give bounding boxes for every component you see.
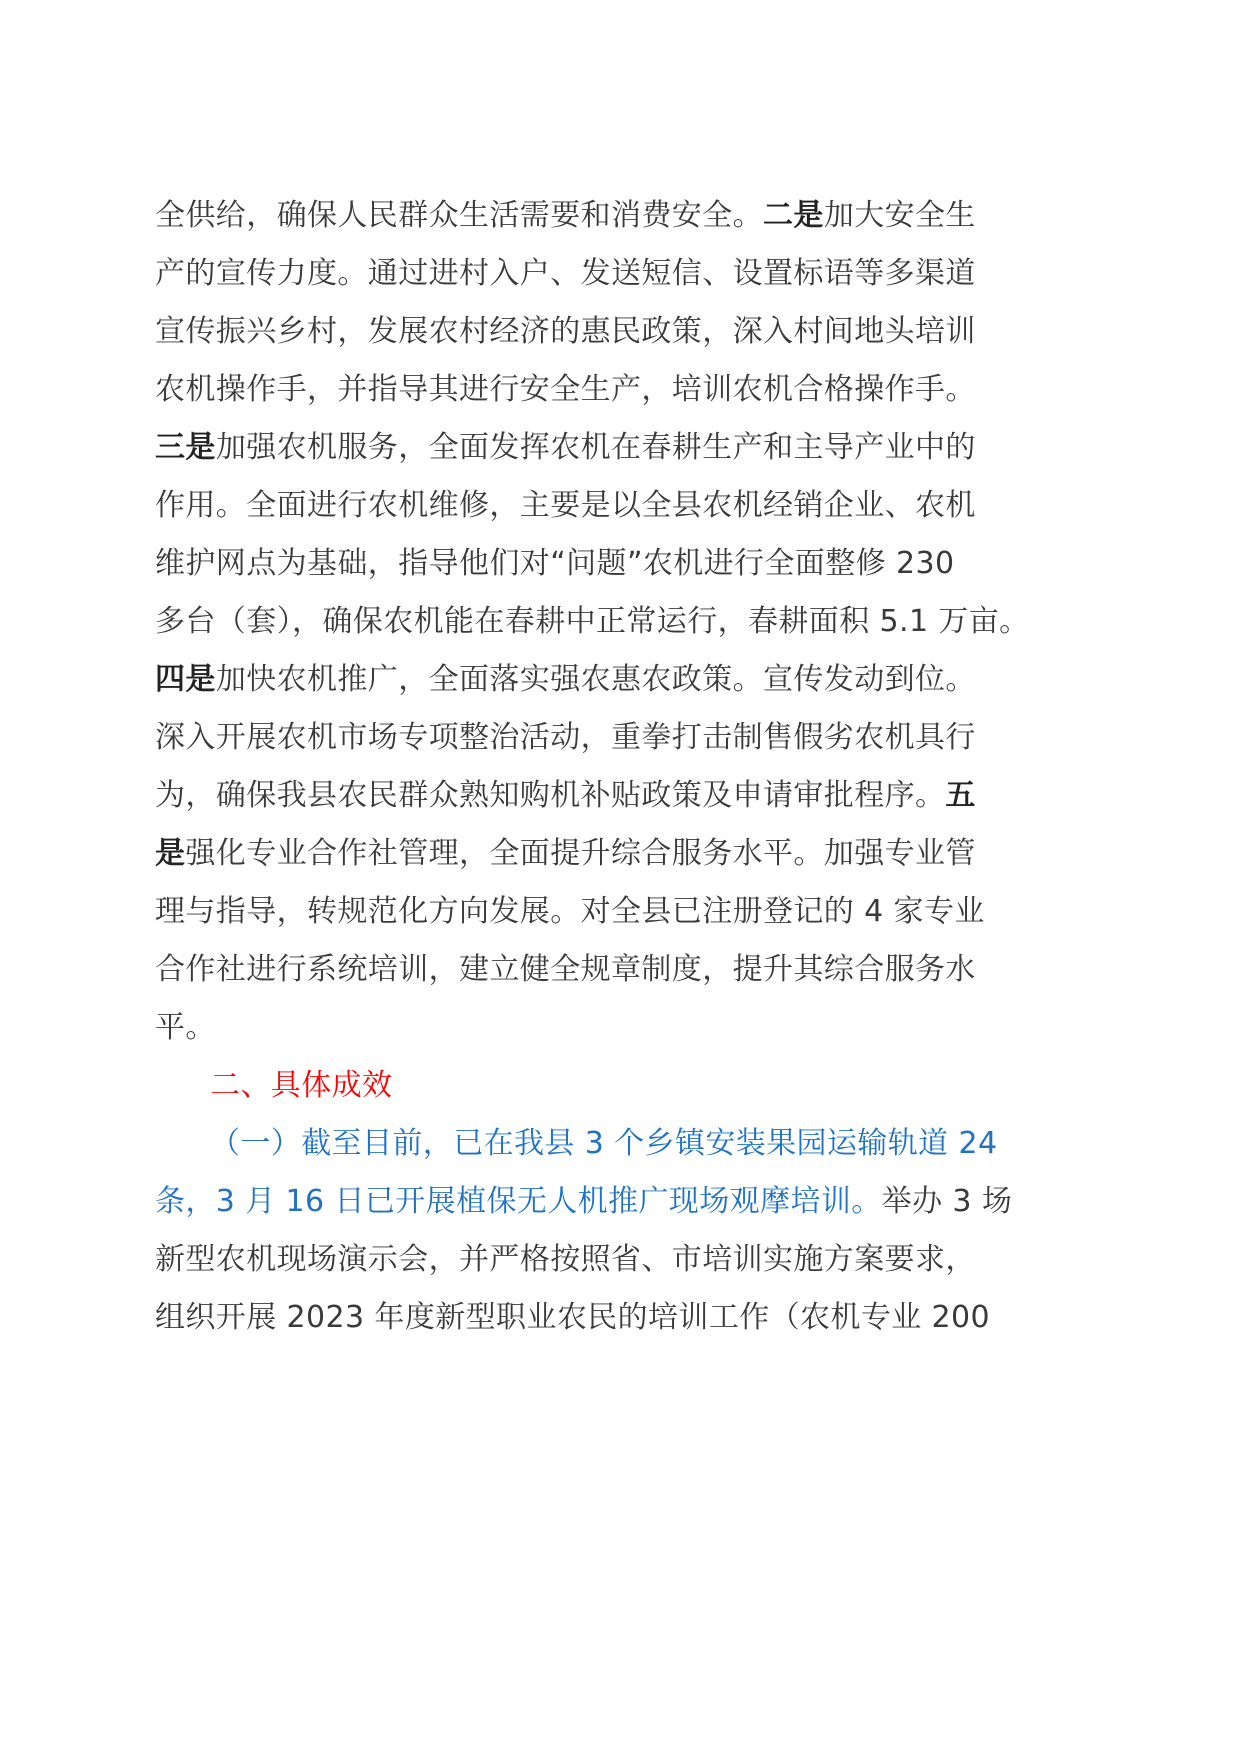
text-line: [210, 1124, 997, 1164]
text-line: [155, 776, 976, 816]
text-span: 举办 3 场: [881, 1184, 1013, 1219]
text-span: 加强农机服务，全面发挥农机在春耕生产和主导产业中的: [215, 430, 976, 465]
text-line: 宣传振兴乡村，发展农村经济的惠民政策，深入村间地头培训: [155, 314, 976, 349]
bold-marker: 五: [945, 778, 976, 813]
section-heading: 二、具体成效: [210, 1068, 393, 1103]
text-line: 理与指导，转规范化方向发展。对全县已注册登记的 4 家专业: [155, 894, 985, 929]
text-line: 深入开展农机市场专项整治活动，重拳打击制售假劣农机具行: [155, 720, 976, 755]
text-line: [155, 1182, 1012, 1222]
text-line: 产的宣传力度。通过进村入户、发送短信、设置标语等多渠道: [155, 256, 976, 291]
text-line: 多台（套），确保农机能在春耕中正常运行，春耕面积 5.1 万亩。: [155, 604, 1030, 639]
text-line: 农机操作手，并指导其进行安全生产，培训农机合格操作手。: [155, 372, 976, 407]
text-line: [155, 660, 976, 700]
text-span: 加快农机推广，全面落实强农惠农政策。宣传发动到位。: [215, 662, 976, 697]
text-line: 作用。全面进行农机维修，主要是以全县农机经销企业、农机: [155, 488, 976, 523]
text-line: [155, 196, 976, 236]
text-line: [155, 428, 976, 468]
text-span: 强化专业合作社管理，全面提升综合服务水平。加强专业管: [185, 836, 976, 871]
text-span: 为，确保我县农民群众熟知购机补贴政策及申请审批程序。: [155, 778, 946, 813]
text-line: 新型农机现场演示会，并严格按照省、市培训实施方案要求，: [155, 1242, 976, 1277]
text-line: 维护网点为基础，指导他们对“问题”农机进行全面整修 230: [155, 546, 955, 581]
highlighted-text: 条，3 月 16 日已开展植保无人机推广现场观摩培训。: [155, 1184, 882, 1219]
text-span: 加大安全生: [823, 198, 976, 233]
text-line: 平。: [155, 1010, 216, 1045]
highlighted-text: （一）截至目前，已在我县 3 个乡镇安装果园运输轨道 24: [210, 1126, 998, 1161]
text-line: 合作社进行系统培训，建立健全规章制度，提升其综合服务水: [155, 952, 976, 987]
bold-marker: 三是: [155, 430, 216, 465]
text-line: 组织开展 2023 年度新型职业农民的培训工作（农机专业 200: [155, 1300, 991, 1335]
bold-marker: 二是: [763, 198, 824, 233]
bold-marker: 是: [155, 836, 186, 871]
text-line: [155, 834, 976, 874]
text-span: 全供给，确保人民群众生活需要和消费安全。: [155, 198, 763, 233]
bold-marker: 四是: [155, 662, 216, 697]
